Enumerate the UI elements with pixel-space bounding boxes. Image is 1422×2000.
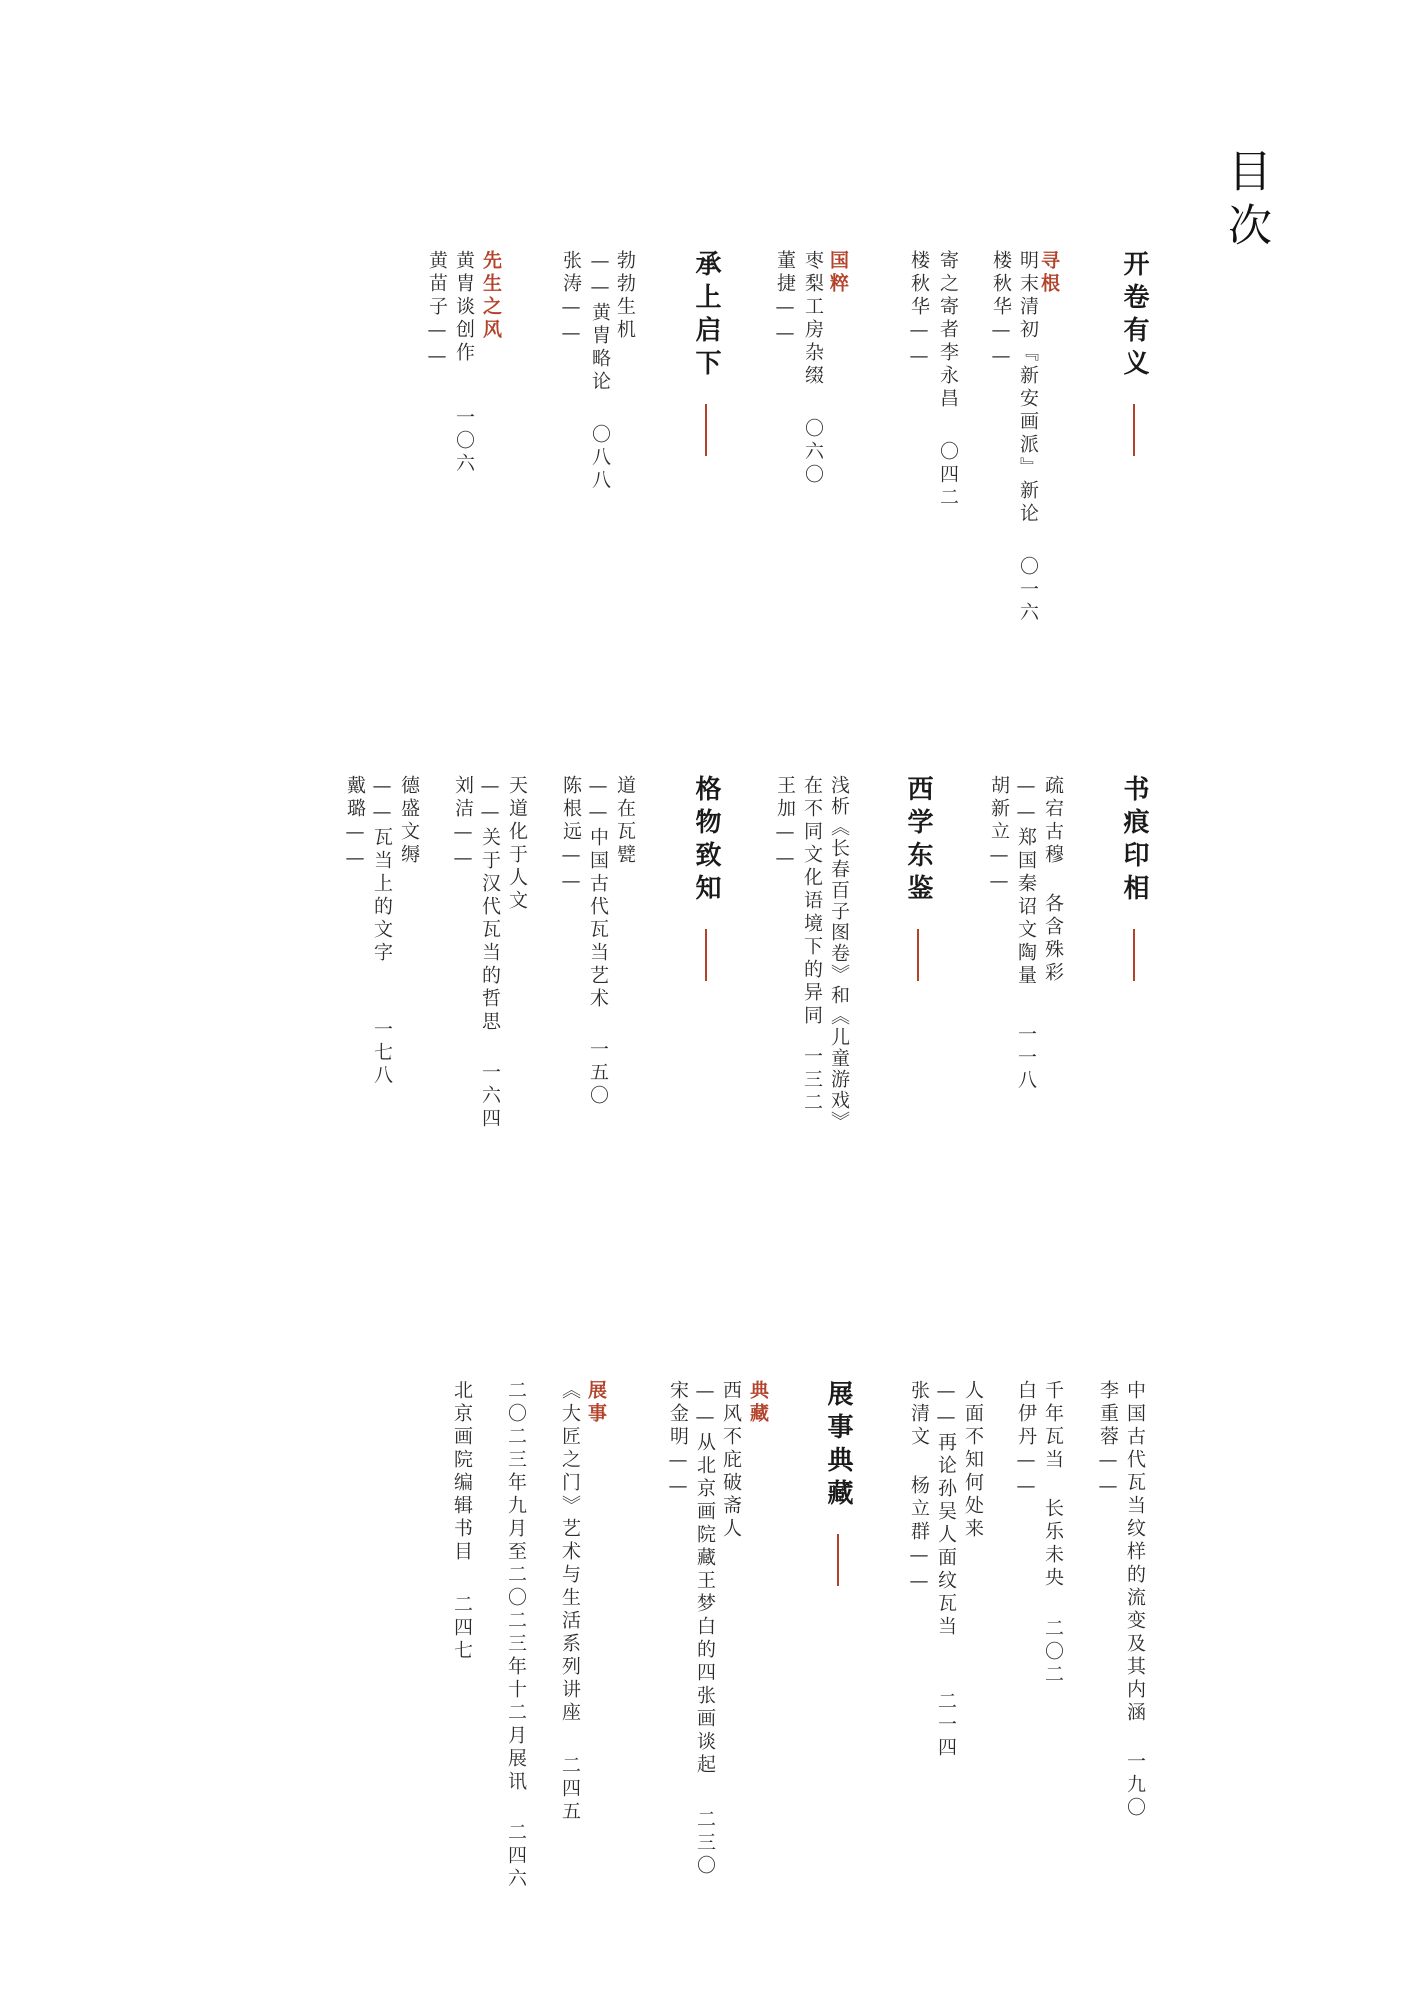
- toc-entry-author: 戴璐——: [344, 775, 366, 873]
- toc-entry-title: 黄胄谈创作一〇六: [453, 250, 475, 476]
- page-number: 〇四二: [937, 441, 959, 510]
- page-number: 一〇六: [453, 407, 475, 476]
- page-number: 〇一六: [1017, 556, 1039, 625]
- section-divider: [837, 1534, 839, 1586]
- page-number: 一九〇: [1124, 1751, 1146, 1820]
- toc-entry-subtitle: 在不同文化语境下的异同一三二: [801, 775, 823, 1115]
- section-title: 西学东鉴: [903, 775, 933, 907]
- toc-entry-title: 二〇二三年九月至二〇二三年十二月展讯二四六: [505, 1380, 527, 1891]
- section-heading: [1118, 775, 1150, 981]
- toc-entry-title: 《大匠之门》艺术与生活系列讲座二四五: [559, 1380, 581, 1824]
- toc-entry-title: 德盛文缛: [398, 775, 420, 867]
- toc-entry-title: 疏宕古穆 各含殊彩: [1042, 775, 1064, 985]
- toc-entry-title: 千年瓦当 长乐未央二〇二: [1042, 1380, 1064, 1687]
- toc-entry-author: 楼秋华——: [990, 250, 1012, 371]
- toc-entry-title: 寄之寄者李永昌〇四二: [937, 250, 959, 510]
- page-number: 一五〇: [587, 1039, 609, 1108]
- toc-entry-author: 董捷——: [774, 250, 796, 348]
- page-number: 一七八: [371, 1019, 393, 1088]
- page-number: 〇六〇: [802, 418, 824, 487]
- toc-entry-title: 天道化于人文: [506, 775, 528, 913]
- toc-entry-author: 陈根远——: [560, 775, 582, 896]
- section-title: 格物致知: [691, 775, 721, 907]
- toc-entry-author: 胡新立——: [988, 775, 1010, 896]
- page-number: 二四五: [559, 1755, 581, 1824]
- toc-entry-subtitle: ——中国古代瓦当艺术一五〇: [587, 775, 609, 1108]
- toc-entry-author: 王加——: [774, 775, 796, 873]
- page-title: 目次: [1220, 148, 1271, 256]
- section-divider: [1133, 929, 1135, 981]
- section-divider: [1133, 404, 1135, 456]
- section-heading: [1118, 250, 1150, 456]
- section-heading: [690, 775, 722, 981]
- subsection-heading: 展事: [585, 1380, 607, 1426]
- toc-entry-author: 宋金明——: [667, 1380, 689, 1501]
- toc-entry-author: 刘洁——: [452, 775, 474, 873]
- toc-entry-title: 西风不庇破斋人: [720, 1380, 742, 1541]
- toc-entry-subtitle: ——从北京画院藏王梦白的四张画谈起二三〇: [694, 1380, 716, 1878]
- section-title: 开卷有义: [1119, 250, 1149, 382]
- section-heading: [690, 250, 722, 456]
- section-title: 展事典藏: [823, 1380, 853, 1512]
- section-heading: [902, 775, 934, 981]
- toc-entry-author: 张涛——: [560, 250, 582, 348]
- section-divider: [705, 929, 707, 981]
- section-title: 承上启下: [691, 250, 721, 382]
- section-divider: [917, 929, 919, 981]
- subsection-heading: 典藏: [747, 1380, 769, 1426]
- page-number: 二三〇: [694, 1809, 716, 1878]
- page-number: 一一八: [1015, 1024, 1037, 1093]
- toc-entry-subtitle: ——关于汉代瓦当的哲思一六四: [479, 775, 501, 1131]
- section-divider: [705, 404, 707, 456]
- toc-entry-author: 李重蓉——: [1097, 1380, 1119, 1501]
- toc-entry-title: 中国古代瓦当纹样的流变及其内涵一九〇: [1124, 1380, 1146, 1820]
- page-number: 二四六: [505, 1822, 527, 1891]
- page-number: 二四七: [451, 1594, 473, 1663]
- toc-entry-title: 明末清初『新安画派』新论〇一六: [1017, 250, 1039, 625]
- page-number: 〇八八: [589, 424, 611, 493]
- section-title: 书痕印相: [1119, 775, 1149, 907]
- page-number: 一三二: [801, 1046, 823, 1115]
- toc-entry-subtitle: ——郑国秦诏文陶量一一八: [1015, 775, 1037, 1093]
- toc-entry-subtitle: ——黄胄略论〇八八: [589, 250, 611, 493]
- toc-entry-subtitle: ——再论孙吴人面纹瓦当二一四: [935, 1380, 957, 1760]
- page-number: 二一四: [935, 1691, 957, 1760]
- toc-entry-title: 人面不知何处来: [962, 1380, 984, 1541]
- toc-entry-title: 浅析《长春百子图卷》和《儿童游戏》: [828, 775, 850, 1132]
- section-heading: [822, 1380, 854, 1586]
- toc-entry-author: 白伊丹——: [1015, 1380, 1037, 1501]
- subsection-heading: 先生之风: [480, 250, 502, 342]
- toc-entry-author: 张清文 杨立群——: [908, 1380, 930, 1596]
- toc-entry-subtitle: ——瓦当上的文字一七八: [371, 775, 393, 1088]
- toc-entry-title: 勃勃生机: [614, 250, 636, 342]
- subsection-heading: 寻根: [1038, 250, 1060, 296]
- toc-entry-title: 北京画院编辑书目二四七: [451, 1380, 473, 1663]
- subsection-heading: 国粹: [827, 250, 849, 296]
- toc-entry-author: 黄苗子——: [426, 250, 448, 371]
- page-number: 二〇二: [1042, 1618, 1064, 1687]
- toc-entry-title: 枣梨工房杂缀〇六〇: [802, 250, 824, 487]
- page-number: 一六四: [479, 1062, 501, 1131]
- toc-entry-title: 道在瓦甓: [614, 775, 636, 867]
- toc-entry-author: 楼秋华——: [908, 250, 930, 371]
